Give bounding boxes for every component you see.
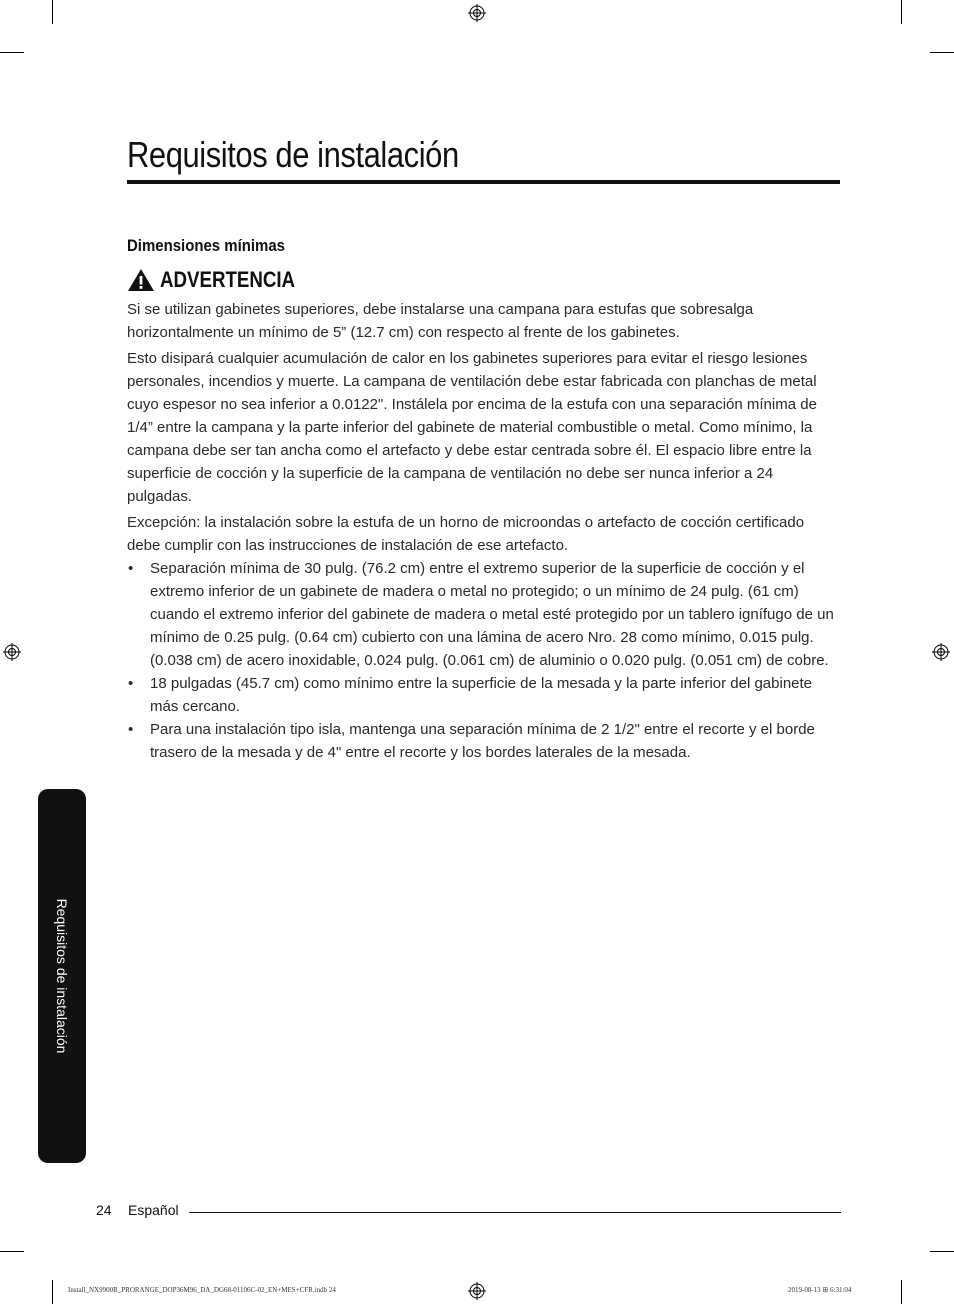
list-item <box>127 557 840 672</box>
registration-mark-icon <box>468 4 486 22</box>
bullet-marker: • <box>128 560 134 577</box>
warning-triangle-icon <box>127 268 155 292</box>
registration-mark-icon <box>468 1282 486 1300</box>
body-text <box>127 298 840 764</box>
section-heading: Dimensiones mínimas <box>127 236 285 255</box>
page-number: 24 <box>96 1202 112 1218</box>
crop-mark <box>52 1280 53 1304</box>
print-slug-file: Install_NX9900R_PRORANGE_DOP36M96_DA_DG68-01106C-02_EN+MES+CFR.indb 24 <box>68 1286 336 1294</box>
title-underline <box>127 180 840 184</box>
warning-header <box>127 267 319 293</box>
footer-rule <box>189 1212 841 1213</box>
crop-mark <box>901 0 902 24</box>
footer-language: Español <box>128 1202 179 1218</box>
crop-mark <box>0 52 24 53</box>
bullet-list <box>127 557 840 764</box>
crop-mark <box>0 1251 24 1252</box>
paragraph: Esto disipará cualquier acumulación de calor en los gabinetes superiores para evitar el riesgo lesiones personales, incendios y muerte. La campana de ventilación debe estar fabricada con planchas de metal cuyo espesor no sea inferior a 0.0122". Instálela por encima de la estufa con una separación mínima de 1/4” entre la campana y la parte inferior del gabinete de material combustible o metal. Como mínimo, la campana debe ser tan ancha como el artefacto y debe estar centrada sobre él. El espacio libre entre la superficie de cocción y la superficie de la campana de ventilación no debe ser nunca inferior a 24 pulgadas. <box>127 350 817 505</box>
crop-mark <box>930 52 954 53</box>
warning-label: ADVERTENCIA <box>160 267 296 292</box>
list-item-text: Separación mínima de 30 pulg. (76.2 cm) entre el extremo superior de la superficie de cocción y el extremo inferior de un gabinete de madera o metal no protegido; o un mínimo de 24 pulg. (61 cm) cuando el extremo inferior del gabinete de madera o metal esté protegido por un tablero ignífugo de un mínimo de 0.25 pulg. (0.64 cm) cubierto con una lámina de acero Nro. 28 como mínimo, 0.015 pulg. (0.038 cm) de acero inoxidable, 0.024 pulg. (0.061 cm) de aluminio o 0.020 pulg. (0.051 cm) de cobre. <box>150 560 834 669</box>
side-tab-label: Requisitos de instalación <box>54 898 70 1054</box>
bullet-marker: • <box>128 721 134 738</box>
paragraph: Si se utilizan gabinetes superiores, debe instalarse una campana para estufas que sobresalga horizontalmente un mínimo de 5” (12.7 cm) con respecto al frente de los gabinetes. <box>127 301 754 341</box>
paragraph: Excepción: la instalación sobre la estufa de un horno de microondas o artefacto de cocción certificado debe cumplir con las instrucciones de instalación de ese artefacto. <box>127 514 805 554</box>
bullet-marker: • <box>128 675 134 692</box>
list-item <box>127 718 840 764</box>
registration-mark-icon <box>932 643 950 661</box>
crop-mark <box>52 0 53 24</box>
registration-mark-icon <box>3 643 21 661</box>
section-side-tab <box>38 789 86 1163</box>
list-item-text: 18 pulgadas (45.7 cm) como mínimo entre la superficie de la mesada y la parte inferior del gabinete más cercano. <box>150 675 813 715</box>
list-item <box>127 672 840 718</box>
list-item-text: Para una instalación tipo isla, mantenga una separación mínima de 2 1/2" entre el recorte y el borde trasero de la mesada y de 4" entre el recorte y los bordes laterales de la mesada. <box>150 721 815 761</box>
page-title: Requisitos de instalación <box>127 134 459 175</box>
print-slug-timestamp: 2019-08-13 ⊞ 6:31:04 <box>788 1286 852 1294</box>
crop-mark <box>901 1280 902 1304</box>
crop-mark <box>930 1251 954 1252</box>
